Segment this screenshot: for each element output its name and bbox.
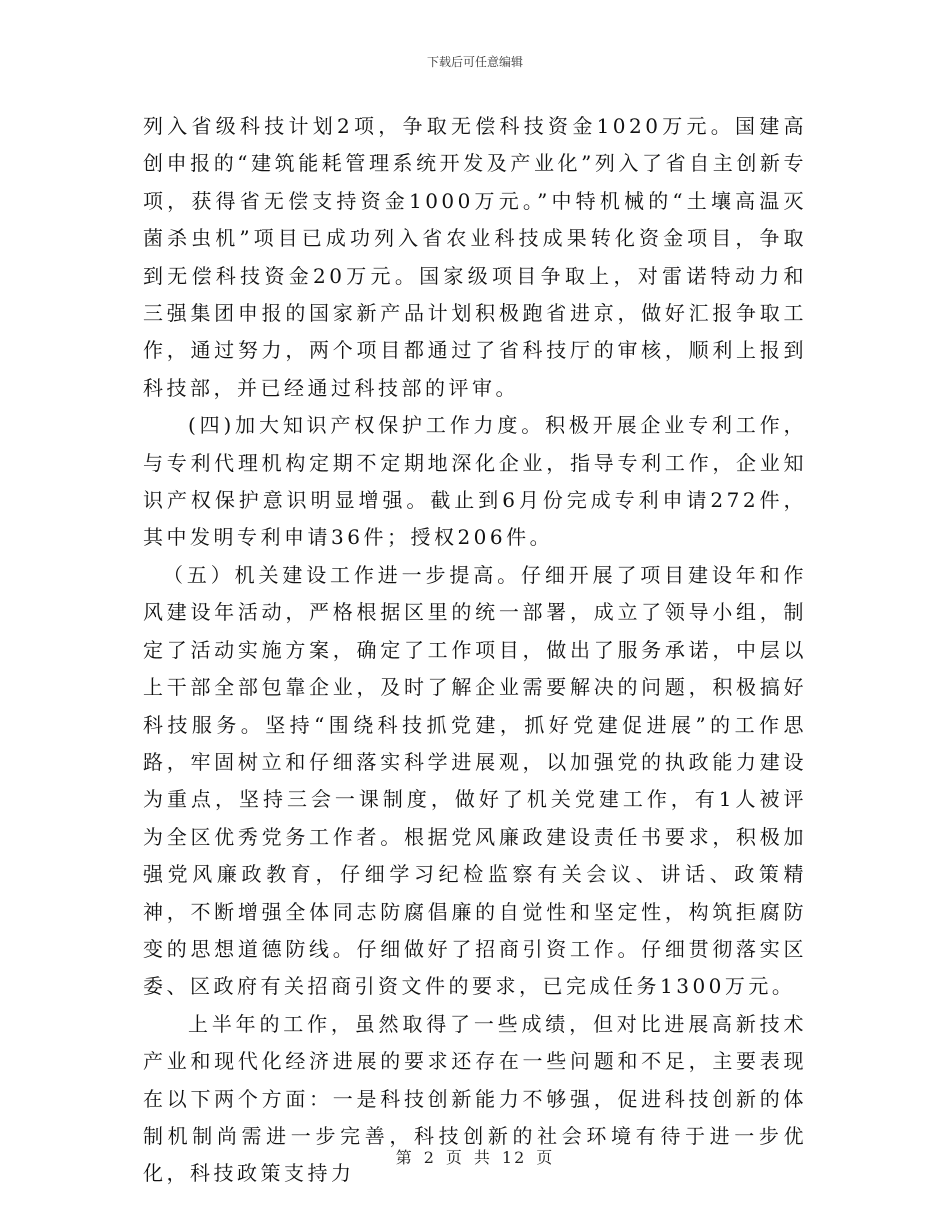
footer-label-gong: 共 [473,1148,492,1167]
page-footer [0,1148,950,1168]
footer-label-ye: 页 [445,1148,464,1167]
footer-page-number: 2 [423,1148,436,1167]
footer-label-di: 第 [395,1148,414,1167]
footer-total-pages: 12 [501,1148,527,1167]
paragraph-section-4: (四)加大知识产权保护工作力度。积极开展企业专利工作，与专利代理机构定期不定期地深化企业，指导专利工作，企业知识产权保护意识明显增强。截止到6月份完成专利申请272件，其中发明专利申请36件；授权206件。 [143,413,807,550]
paragraph-section-5: （五）机关建设工作进一步提高。仔细开展了项目建设年和作风建设年活动，严格根据区里的统一部署，成立了领导小组，制定了活动实施方案，确定了工作项目，做出了服务承诺，中层以上干部全部包靠企业，及时了解企业需要解决的问题，积极搞好科技服务。坚持“围绕科技抓党建，抓好党建促进展”的工作思路，牢固树立和仔细落实科学进展观，以加强党的执政能力建设为重点，坚持三会一课制度，做好了机关党建工作，有1人被评为全区优秀党务工作者。根据党风廉政建设责任书要求，积极加强党风廉政教育，仔细学习纪检监察有关会议、讲话、政策精神，不断增强全体同志防腐倡廉的自觉性和坚定性，构筑拒腐防变的思想道德防线。仔细做好了招商引资工作。仔细贯彻落实区委、区政府有关招商引资文件的要求，已完成任务1300万元。 [143,562,807,999]
paragraph-summary: 上半年的工作，虽然取得了一些成绩，但对比进展高新技术产业和现代化经济进展的要求还存在一些问题和不足，主要表现在以下两个方面：一是科技创新能力不够强，促进科技创新的体制机制尚需进一步完善，科技创新的社会环境有待于进一步优化，科技政策支持力 [143,1011,807,1186]
footer-label-ye-end: 页 [536,1148,555,1167]
paragraph-continuation: 列入省级科技计划2项，争取无偿科技资金1020万元。国建高创申报的“建筑能耗管理系统开发及产业化”列入了省自主创新专项，获得省无偿支持资金1000万元。”中特机械的“土壤高温灭菌杀虫机”项目已成功列入省农业科技成果转化资金项目，争取到无偿科技资金20万元。国家级项目争取上，对雷诺特动力和三强集团申报的国家新产品计划积极跑省进京，做好汇报争取工作，通过努力，两个项目都通过了省科技厅的审核，顺利上报到科技部，并已经通过科技部的评审。 [143,114,807,400]
document-body [143,108,807,1193]
page-header: 下载后可任意编辑 [426,55,523,69]
